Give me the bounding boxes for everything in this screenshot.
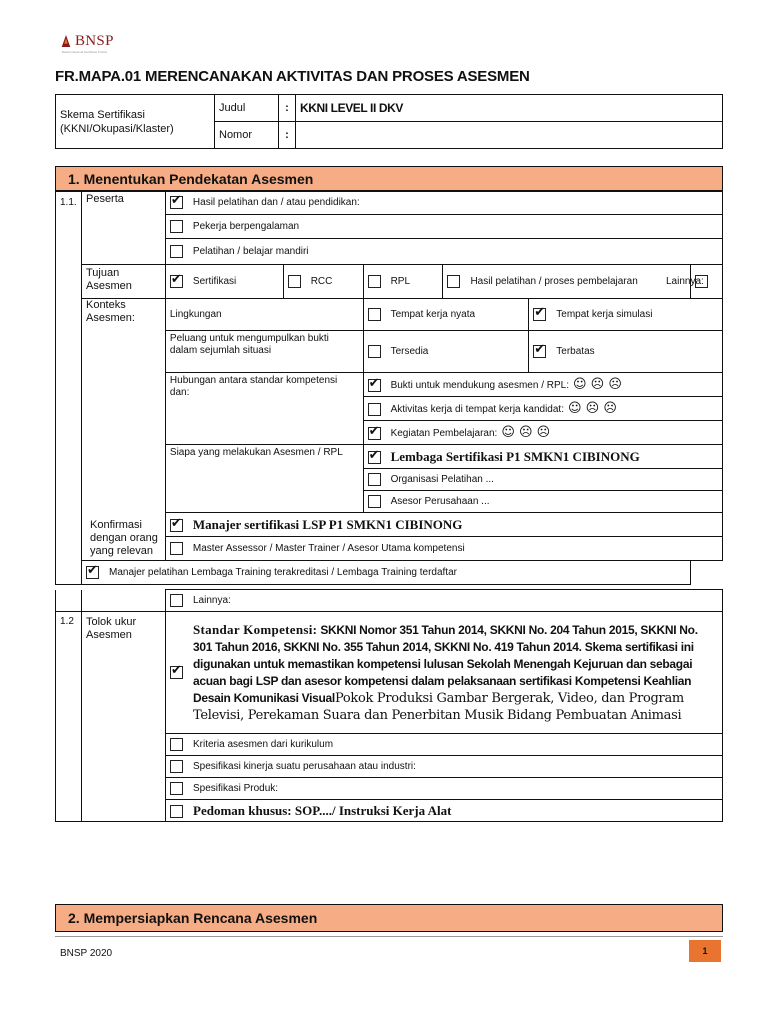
tujuan-label: Tujuan Asesmen <box>81 265 165 299</box>
checkbox[interactable] <box>368 379 381 392</box>
nomor-value <box>296 122 723 149</box>
option-label: Pedoman khusus: SOP..../ Instruksi Kerja Alat <box>193 802 452 818</box>
konfirmasi-label: Konfirmasi dengan orang yang relevan <box>90 519 158 557</box>
option-label: RCC <box>310 276 333 288</box>
section-1-title: 1. Menentukan Pendekatan Asesmen <box>68 171 314 187</box>
judul-value: KKNI LEVEL II DKV <box>296 95 723 122</box>
tujuan-lainnya-label: Lainnya: <box>666 276 704 287</box>
smiley-rating-icons[interactable]: ☺ ☹ ☹ <box>501 425 551 440</box>
footer-divider <box>55 936 723 937</box>
hubungan-option-1[interactable] <box>363 373 722 397</box>
option-label: Spesifikasi Produk: <box>193 783 279 795</box>
checkbox[interactable] <box>170 782 183 795</box>
checkbox[interactable] <box>288 275 301 288</box>
tolok-option-4[interactable] <box>166 800 723 822</box>
peluang-terbatas[interactable] <box>529 331 723 373</box>
peserta-label: Peserta <box>81 191 165 265</box>
tempat-kerja-nyata[interactable] <box>363 299 529 331</box>
tujuan-sertifikasi[interactable] <box>165 265 283 299</box>
checkbox[interactable] <box>533 345 546 358</box>
option-label: Manajer pelatihan Lembaga Training terakreditasi / Lembaga Training terdaftar <box>108 567 457 579</box>
checkbox[interactable] <box>447 275 460 288</box>
judul-label: Judul <box>215 95 279 122</box>
checkbox[interactable] <box>170 220 183 233</box>
checkbox[interactable] <box>86 566 99 579</box>
checkbox[interactable] <box>368 495 381 508</box>
checkbox[interactable] <box>368 345 381 358</box>
checkbox[interactable] <box>533 308 546 321</box>
tujuan-rpl[interactable] <box>363 265 443 299</box>
option-label: Asesor Perusahaan ... <box>390 496 490 508</box>
page-number: 1 <box>689 940 721 962</box>
option-label: Organisasi Pelatihan ... <box>390 474 494 486</box>
option-label: Hasil pelatihan / proses pembelajaran <box>470 275 638 287</box>
section-1-table-continued <box>55 589 723 822</box>
hubungan-label: Hubungan antara standar kompetensi dan: <box>165 373 363 445</box>
option-label: Lainnya: <box>193 595 231 607</box>
peluang-tersedia[interactable] <box>363 331 529 373</box>
siapa-option-3[interactable] <box>363 491 722 513</box>
option-label: RPL <box>390 276 411 288</box>
tujuan-rcc[interactable] <box>283 265 363 299</box>
peserta-option-3[interactable] <box>165 239 722 265</box>
konfirmasi-option-4[interactable] <box>166 590 723 612</box>
checkbox[interactable] <box>368 275 381 288</box>
checkbox[interactable] <box>170 760 183 773</box>
tolok-option-1[interactable] <box>166 734 723 756</box>
checkbox[interactable] <box>368 473 381 486</box>
tolok-option-2[interactable] <box>166 756 723 778</box>
option-label: Hasil pelatihan dan / atau pendidikan: <box>192 197 360 209</box>
standar-text: SKKNI Nomor 351 Tahun 2014, SKKNI No. 204 Tahun 2015, SKKNI No. 301 Tahun 2016, SKKNI No. 355 Tahun 2014, SKKNI No. 419 Tahun 2014. Skema sertifikasi ini digunakan untuk memastikan kompetensi lulusan Sekolah Menengah Kejuruan dan sebagai acuan bagi LSP dan asesor kompetensi dalam pelaksanaan sertifikasi Kompetensi Keahlian Desain Komunikasi Visual <box>193 623 698 705</box>
standar-tail: Pokok Produksi Gambar Bergerak, Video, dan Program Televisi, Perekaman Suara dan Penerbitan Musik Bidang Pembuatan Animasi <box>193 691 684 723</box>
tolok-option-3[interactable] <box>166 778 723 800</box>
option-label: Sertifikasi <box>192 276 237 288</box>
hubungan-option-3[interactable] <box>363 421 722 445</box>
tolok-standar[interactable] <box>166 612 723 734</box>
checkbox[interactable] <box>368 427 381 440</box>
logo-text: BNSP <box>75 33 114 49</box>
section-1-1-number-cont <box>56 590 82 612</box>
schema-label: Skema Sertifikasi (KKNI/Okupasi/Klaster) <box>56 95 215 149</box>
smiley-rating-icons[interactable]: ☺ ☹ ☹ <box>567 401 617 416</box>
page-title: FR.MAPA.01 MERENCANAKAN AKTIVITAS DAN PROSES ASESMEN <box>55 68 530 85</box>
tolok-label: Tolok ukur Asesmen <box>82 612 166 822</box>
tujuan-hasil-pelatihan[interactable] <box>443 265 691 299</box>
konfirmasi-option-2[interactable] <box>165 537 722 561</box>
option-label: Tempat kerja nyata <box>390 309 476 321</box>
option-label: Master Assessor / Master Trainer / Asesor Utama kompetensi <box>192 543 465 555</box>
bnsp-logo-icon <box>60 33 72 49</box>
option-label: Aktivitas kerja di tempat kerja kandidat: <box>390 404 564 415</box>
section-1-1-number: 1.1. <box>56 191 82 585</box>
section-2-heading <box>55 904 723 932</box>
option-label: Tersedia <box>390 346 429 358</box>
smiley-rating-icons[interactable]: ☺ ☹ ☹ <box>573 377 622 392</box>
checkbox[interactable] <box>170 738 183 751</box>
checkbox[interactable] <box>368 403 381 416</box>
option-label: Spesifikasi kinerja suatu perusahaan atau industri: <box>193 761 416 773</box>
konteks-label: Konteks Asesmen: <box>81 299 165 561</box>
lingkungan-label: Lingkungan <box>165 299 363 331</box>
checkbox[interactable] <box>170 245 183 258</box>
checkbox[interactable] <box>170 542 183 555</box>
konfirmasi-option-1[interactable] <box>165 513 722 537</box>
siapa-label: Siapa yang melakukan Asesmen / RPL <box>165 445 363 513</box>
option-label: Terbatas <box>556 346 595 358</box>
judul-colon: : <box>279 95 296 122</box>
logo-subtitle: Badan Nasional Sertifikasi Profesi <box>62 50 108 54</box>
option-label: Tempat kerja simulasi <box>556 309 653 321</box>
option-label: Kegiatan Pembelajaran: <box>390 428 498 439</box>
checkbox[interactable] <box>368 451 381 464</box>
option-label: Manajer sertifikasi LSP P1 SMKN1 CIBINONG <box>192 516 463 532</box>
section-2-title: 2. Mempersiapkan Rencana Asesmen <box>68 910 318 926</box>
konfirmasi-label-cont <box>82 590 166 612</box>
siapa-option-1[interactable] <box>363 445 722 469</box>
option-label: Bukti untuk mendukung asesmen / RPL: <box>390 380 569 391</box>
hubungan-option-2[interactable] <box>363 397 722 421</box>
standar-text-block <box>193 621 718 724</box>
section-1-heading <box>55 166 723 192</box>
footer-label: BNSP 2020 <box>60 948 113 959</box>
option-label: Pekerja berpengalaman <box>192 221 300 233</box>
schema-table <box>55 94 723 149</box>
section-1-2-number: 1.2 <box>56 612 82 822</box>
checkbox[interactable] <box>170 519 183 532</box>
nomor-label: Nomor <box>215 122 279 149</box>
checkbox[interactable] <box>170 275 183 288</box>
tempat-kerja-simulasi[interactable] <box>529 299 723 331</box>
peluang-label: Peluang untuk mengumpulkan bukti dalam sejumlah situasi <box>165 331 363 373</box>
standar-prefix: Standar Kompetensi: <box>193 622 318 637</box>
checkbox[interactable] <box>170 666 183 679</box>
option-label: Pelatihan / belajar mandiri <box>192 246 309 258</box>
checkbox[interactable] <box>368 308 381 321</box>
konfirmasi-option-3[interactable] <box>81 561 690 585</box>
option-label: Lembaga Sertifikasi P1 SMKN1 CIBINONG <box>390 448 640 464</box>
checkbox[interactable] <box>170 196 183 209</box>
peserta-option-2[interactable] <box>165 215 722 239</box>
siapa-option-2[interactable] <box>363 469 722 491</box>
peserta-option-1[interactable] <box>165 191 722 215</box>
bnsp-logo <box>60 30 114 52</box>
nomor-colon: : <box>279 122 296 149</box>
checkbox[interactable] <box>170 594 183 607</box>
option-label: Kriteria asesmen dari kurikulum <box>193 739 334 751</box>
checkbox[interactable] <box>170 805 183 818</box>
